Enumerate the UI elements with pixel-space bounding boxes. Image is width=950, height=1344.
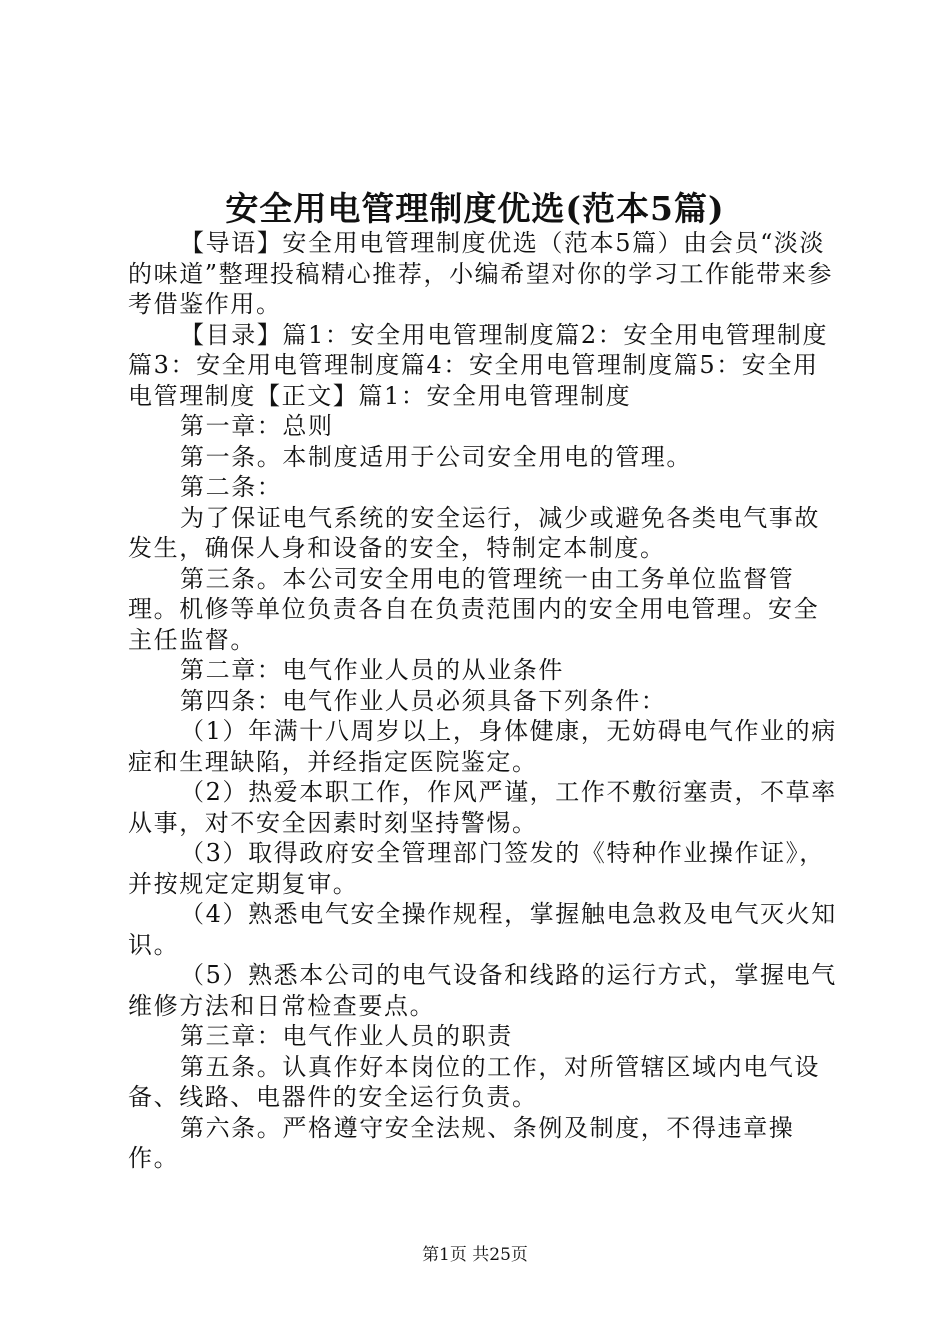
list-item: （3）取得政府安全管理部门签发的《特种作业操作证》，并按规定定期复审。 [128, 839, 825, 898]
page-number-footer: 第1页 共25页 [422, 1245, 528, 1265]
paragraph-body: 为了保证电气系统的安全运行，减少或避免各类电气事故发生，确保人身和设备的安全，特制定本制度。 [128, 503, 820, 562]
chapter-heading: 第二章：电气作业人员的从业条件 [180, 656, 564, 684]
list-item: （1）年满十八周岁以上，身体健康，无妨碍电气作业的病症和生理缺陷，并经指定医院鉴定。 [128, 717, 837, 776]
document-body [128, 228, 840, 1174]
paragraph-toc: 【目录】篇1：安全用电管理制度篇2：安全用电管理制度篇3：安全用电管理制度篇4：安全用电管理制度篇5：安全用电管理制度【正文】篇1：安全用电管理制度 [128, 320, 829, 410]
chapter-heading: 第一章：总则 [180, 412, 334, 440]
document-title: 安全用电管理制度优选(范本5篇) [225, 189, 725, 228]
paragraph-article: 第二条： [180, 473, 283, 501]
paragraph-article: 第六条。严格遵守安全法规、条例及制度，不得违章操作。 [128, 1113, 795, 1172]
paragraph-article: 第四条：电气作业人员必须具备下列条件： [180, 686, 667, 715]
paragraph-article: 第三条。本公司安全用电的管理统一由工务单位监督管理。机修等单位负责各自在负责范围内的安全用电管理。安全主任监督。 [128, 564, 820, 654]
list-item: （2）热爱本职工作，作风严谨，工作不敷衍塞责，不草率从事，对不安全因素时刻坚持警惕。 [128, 778, 837, 837]
chapter-heading: 第三章：电气作业人员的职责 [180, 1022, 513, 1050]
list-item: （5）熟悉本公司的电气设备和线路的运行方式，掌握电气维修方法和日常检查要点。 [128, 961, 837, 1020]
paragraph-article: 第五条。认真作好本岗位的工作，对所管辖区域内电气设备、线路、电器件的安全运行负责。 [128, 1052, 820, 1111]
paragraph-article: 第一条。本制度适用于公司安全用电的管理。 [180, 442, 692, 471]
list-item: （4）熟悉电气安全操作规程，掌握触电急救及电气灭火知识。 [128, 900, 837, 959]
paragraph-intro: 【导语】安全用电管理制度优选（范本5篇）由会员“淡淡的味道”整理投稿精心推荐，小编希望对你的学习工作能带来参考借鉴作用。 [128, 229, 834, 318]
